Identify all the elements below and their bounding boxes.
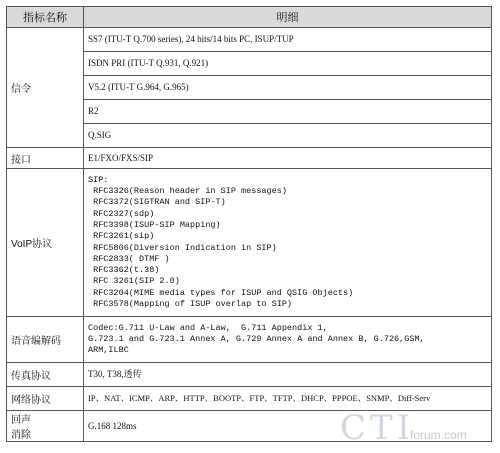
signaling-ss7: SS7 (ITU-T Q.700 series), 24 bits/14 bits PC, ISUP/TUP (84, 28, 492, 52)
echo-label-line1: 回声 (11, 415, 31, 426)
table-row (7, 28, 492, 52)
voip-line: RFC3578(Mapping of ISUP overlap to SIP) (88, 298, 293, 309)
signaling-qsig: Q.SIG (84, 124, 492, 148)
watermark (340, 408, 490, 450)
codec-value (84, 317, 492, 363)
signaling-v52: V5.2 (ITU-T G.964, G.965) (84, 76, 492, 100)
voip-line: RFC3362(t.38) (88, 265, 160, 276)
header-indicator-name: 指标名称 (7, 7, 84, 28)
interface-value: E1/FXO/FXS/SIP (84, 148, 492, 169)
voip-line: RFC3372(SIGTRAN and SIP-T) (88, 197, 226, 208)
echo-value: G.168 128ms (84, 411, 492, 442)
voip-line: RFC3398(ISUP-SIP Mapping) (88, 219, 221, 230)
network-value: IP、NAT、ICMP、ARP、HTTP、BOOTP、FTP、TFTP、DHCP、PPPOE、SNMP、Diff-Serv (84, 387, 492, 411)
codec-label: 语音编解码 (7, 317, 84, 363)
voip-line: RFC2833( DTMF ) (88, 253, 170, 264)
table-row (7, 148, 492, 169)
header-details: 明细 (84, 7, 492, 28)
table-row (7, 169, 492, 317)
voip-line: RFC3326(Reason header in SIP messages) (88, 186, 287, 197)
codec-line: ARM,ILBC (88, 345, 129, 356)
fax-label: 传真协议 (7, 363, 84, 387)
table-row (7, 387, 492, 411)
codec-line: Codec:G.711 U-Law and A-Law, G.711 Appendix 1, (88, 322, 328, 333)
watermark-logo: CTI (340, 408, 415, 448)
voip-line: RFC2327(sdp) (88, 208, 155, 219)
interface-label: 接口 (7, 148, 84, 169)
echo-label-line2: 消除 (11, 430, 31, 441)
signaling-r2: R2 (84, 100, 492, 124)
voip-label: VoIP协议 (7, 169, 84, 317)
network-label: 网络协议 (7, 387, 84, 411)
voip-line: RFC 3261(SIP 2.0) (88, 276, 180, 287)
watermark-text: forum.com (410, 428, 467, 442)
signaling-isdn-pri: ISDN PRI (ITU-T Q.931, Q.921) (84, 52, 492, 76)
table-row (7, 317, 492, 363)
voip-value (84, 169, 492, 317)
codec-line: G.723.1 and G.723.1 Annex A, G.729 Annex A and Annex B, G.726,GSM, (88, 333, 425, 344)
fax-value: T30, T38,透传 (84, 363, 492, 387)
voip-line: RFC3204(MIME media types for ISUP and QSIG Objects) (88, 287, 354, 298)
voip-line: RFC3261(sip) (88, 231, 155, 242)
spec-table (6, 6, 492, 442)
signaling-label: 信令 (7, 28, 84, 148)
table-header-row (7, 7, 492, 28)
voip-line: RFC5806(Diversion Indication in SIP) (88, 242, 277, 253)
table-row (7, 363, 492, 387)
echo-label (7, 411, 84, 442)
voip-line: SIP: (88, 174, 109, 185)
